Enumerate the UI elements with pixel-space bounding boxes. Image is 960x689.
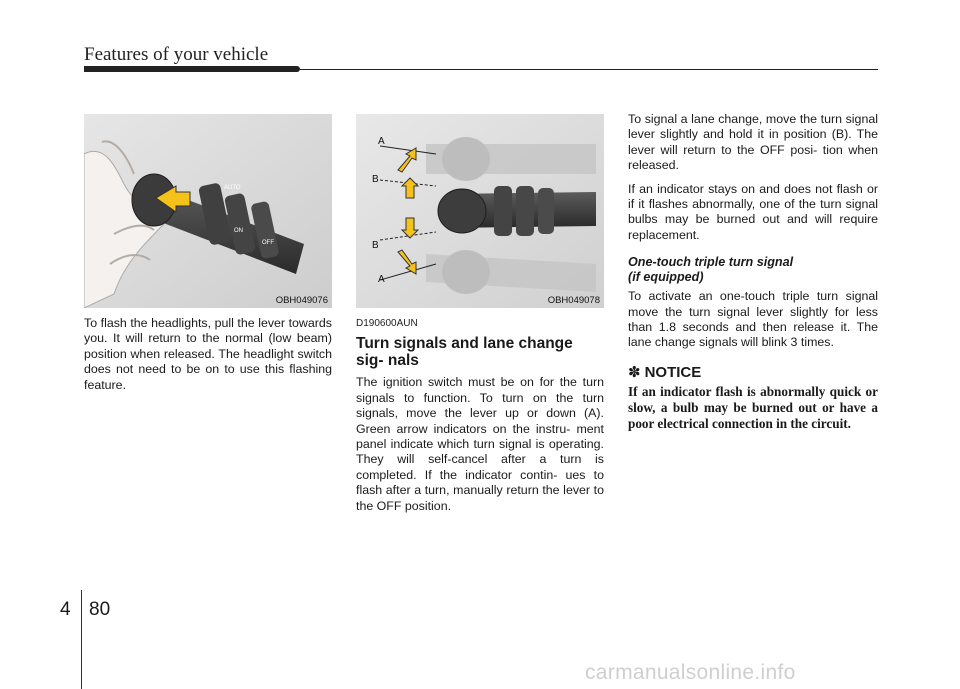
headlight-flash-paragraph: To flash the headlights, pull the lever towards you. It will return to the normal (low beam) position when released. The headlight switch does not need to be on to use this flashing feature.	[84, 316, 332, 392]
header-rule-thin	[300, 69, 878, 70]
figure-headlight-flash	[84, 114, 332, 308]
watermark: carmanualsonline.info	[585, 661, 796, 684]
section-heading: Turn signals and lane change sig- nals	[356, 335, 573, 370]
figure-turn-signal	[356, 114, 604, 308]
chapter-number: 4	[60, 599, 71, 620]
page-number: 80	[89, 599, 111, 620]
figure-code: OBH049078	[547, 295, 600, 306]
lever-auto-label: AUTO	[224, 185, 241, 191]
lane-change-paragraph: To signal a lane change, move the turn signal lever slightly and hold it in position (B). The lever will return to the OFF posi- tion when released.	[628, 112, 878, 173]
label-b-top: B	[372, 174, 379, 185]
lever-off-label: OFF	[262, 240, 274, 246]
one-touch-subheading	[628, 255, 878, 285]
lever-illustration-1	[84, 114, 332, 308]
lever-illustration-2	[356, 114, 604, 308]
indicator-paragraph: If an indicator stays on and does not flash or if it flashes abnormally, one of the turn signal bulbs may be burned out and will require replacement.	[628, 181, 878, 242]
notice-icon: ✽	[628, 363, 641, 381]
figure-code: OBH049076	[275, 295, 328, 306]
footer-rule	[81, 590, 82, 689]
column-3	[628, 112, 878, 440]
lever-on-label: ON	[234, 228, 243, 234]
notice-heading	[628, 365, 878, 380]
subheading-line-1: One-touch triple turn signal	[628, 255, 794, 270]
header-rule-thick	[84, 66, 300, 72]
column-1	[84, 316, 332, 401]
label-a-top: A	[378, 136, 385, 147]
one-touch-paragraph: To activate an one-touch triple turn signal move the turn signal lever slightly for less than 1.8 seconds and then release it. The lane change signals will blink 3 times.	[628, 289, 878, 350]
label-b-bottom: B	[372, 240, 379, 251]
section-code: D190600AUN	[356, 318, 418, 329]
notice-label: NOTICE	[644, 363, 702, 381]
subheading-line-2: (if equipped)	[628, 270, 704, 285]
turn-signal-paragraph: The ignition switch must be on for the turn signals to function. To turn on the turn signals, move the lever up or down (A). Green arrow indicators on the instru- ment panel indicate which turn signal is operating. They will self-cancel after a turn is completed. If the indicator contin- ues to flash after a turn, manually return the lever to the OFF position.	[356, 375, 604, 513]
page-header-title: Features of your vehicle	[84, 44, 269, 65]
column-2	[356, 316, 604, 522]
notice-text: If an indicator flash is abnormally quick or slow, a bulb may be burned out or have a poor electrical connection in the circuit.	[628, 384, 878, 432]
label-a-bottom: A	[378, 274, 385, 285]
